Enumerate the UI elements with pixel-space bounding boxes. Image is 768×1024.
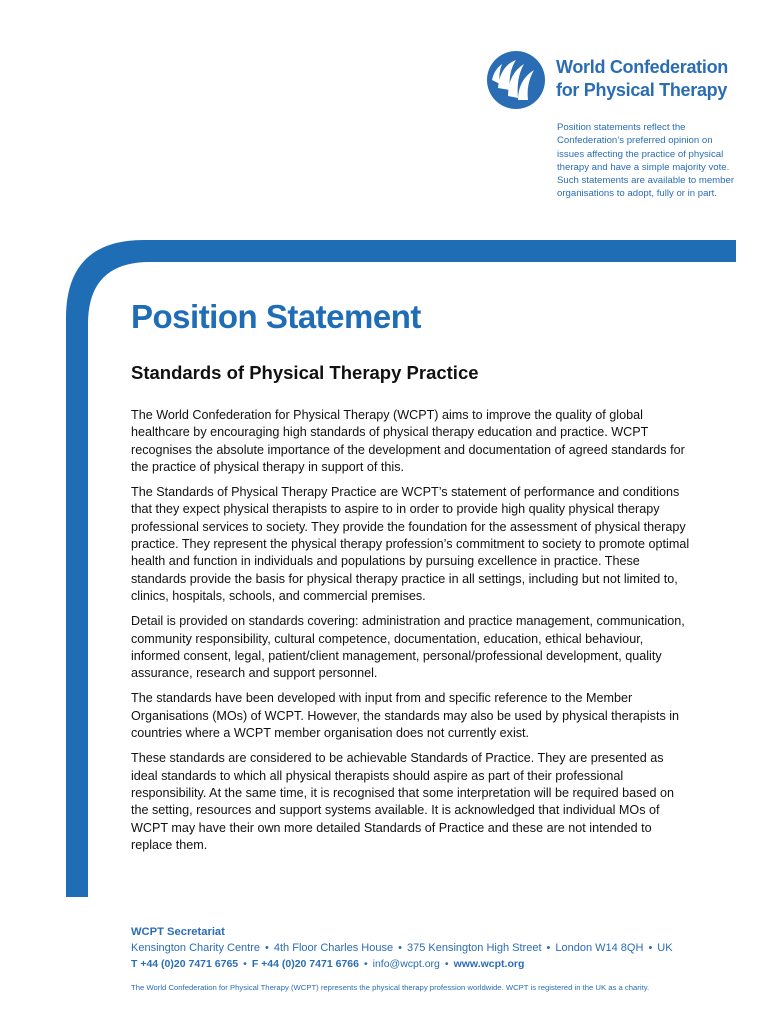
separator: •: [648, 942, 653, 954]
footer-title: WCPT Secretariat: [131, 926, 225, 938]
address-part: Kensington Charity Centre: [131, 942, 261, 954]
separator: •: [398, 942, 402, 954]
footer: [131, 925, 731, 972]
logo-line-2: for Physical Therapy: [556, 80, 728, 100]
address-part: London W14 8QH: [555, 942, 644, 954]
wcpt-logo: [486, 48, 746, 112]
paragraph-3: Detail is provided on standards covering: administration and practice management, communication, community responsibility, cultural competence, documentation, education, ethical behaviour, informed consent, legal, patient/client management, personal/professional development, quality assurance, research and support personnel.: [131, 614, 685, 681]
separator: •: [265, 942, 269, 954]
address-part: 4th Floor Charles House: [273, 942, 394, 954]
separator: •: [444, 958, 449, 970]
logo-line-1: World Confederation: [556, 57, 728, 77]
page-title: Position Statement: [131, 298, 421, 335]
footer-address: [131, 940, 731, 957]
footer-contacts: [131, 957, 731, 972]
separator: •: [363, 958, 368, 970]
address-part: UK: [657, 942, 673, 954]
logo-wordmark: [556, 56, 728, 102]
paragraph-4: The standards have been developed with input from and specific reference to the Member Organisations (MOs) of WCPT. However, the standards may also be used by physical therapists in countries where a WCPT member organisation does not currently exist.: [131, 691, 680, 741]
paragraph-5: These standards are considered to be achievable Standards of Practice. They are presented as ideal standards to which all physical therapists should aspire as part of their professional responsibility. At the same time, it is recognised that some interpretation will be required based on the setting, resources and support systems available. It is acknowledged that individual MOs of WCPT may have their own more detailed Standards of Practice and these are not intended to replace them.: [131, 751, 674, 852]
fax-number: F +44 (0)20 7471 6766: [251, 958, 359, 970]
separator: •: [243, 958, 247, 970]
page-subtitle: Standards of Physical Therapy Practice: [131, 362, 479, 383]
document-body: [131, 407, 691, 862]
wcpt-globe-icon: [486, 50, 546, 110]
separator: •: [546, 942, 551, 954]
phone-number: T +44 (0)20 7471 6765: [131, 958, 239, 970]
email-link[interactable]: info@wcpt.org: [372, 958, 440, 970]
address-part: 375 Kensington High Street: [406, 942, 542, 954]
paragraph-1: The World Confederation for Physical Therapy (WCPT) aims to improve the quality of global healthcare by encouraging high standards of physical therapy education and practice. WCPT recognises the absolute importance of the development and documentation of agreed standards for the practice of physical therapy in support of this.: [131, 408, 685, 474]
charity-note: The World Confederation for Physical Therapy (WCPT) represents the physical therapy profession worldwide. WCPT is registered in the UK as a charity.: [131, 983, 650, 992]
paragraph-2: The Standards of Physical Therapy Practice are WCPT’s statement of performance and conditions that they expect physical therapists to aspire to in order to provide high quality physical therapy professional services to society. They provide the foundation for the assessment of physical therapy practice. They represent the physical therapy profession’s commitment to society to promote optimal health and function in individuals and populations by pursuing excellence in practice. These standards provide the basis for physical therapy practice in all settings, including but not limited to, clinics, hospitals, schools, and commercial premises.: [131, 485, 690, 603]
position-statement-note: Position statements reflect the Confederation’s preferred opinion on issues affecting the practice of physical therapy and have a simple majority vote. Such statements are available to member organisations to adopt, fully or in part.: [557, 122, 735, 200]
website-link[interactable]: www.wcpt.org: [453, 958, 525, 970]
